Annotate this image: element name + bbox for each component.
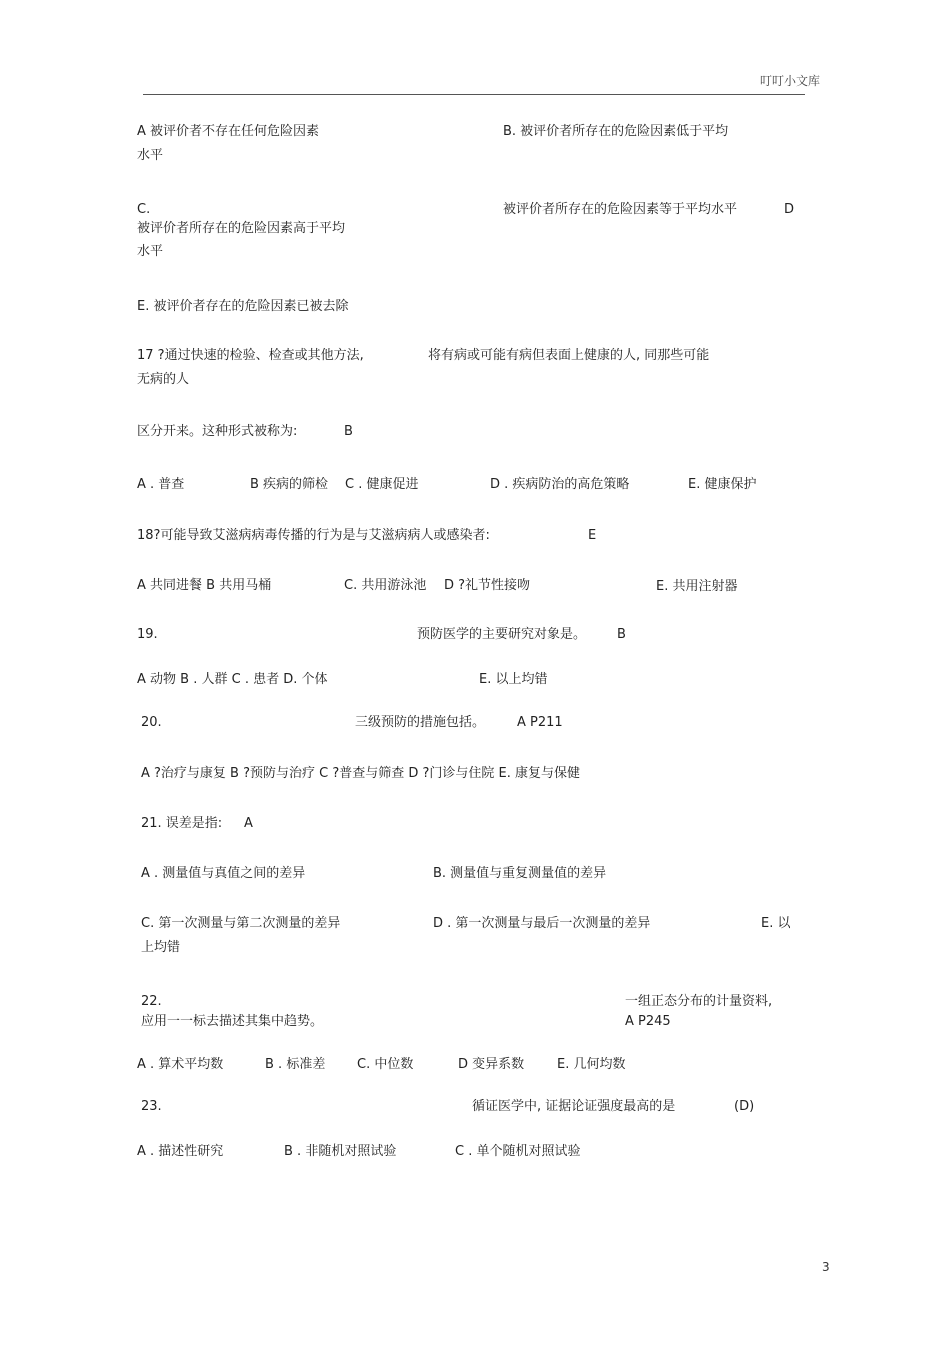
q16-option-c-label: C. xyxy=(137,202,151,217)
page-number: 3 xyxy=(822,1260,830,1274)
q23-option-a: A . 描述性研究 xyxy=(137,1144,224,1159)
q21-option-e-continued: 上均错 xyxy=(141,940,181,955)
q20-number: 20. xyxy=(141,715,162,730)
q23-answer: (D) xyxy=(734,1099,755,1114)
q20-answer: A P211 xyxy=(517,715,563,730)
q18-option-c: C. 共用游泳池 xyxy=(344,578,427,593)
q16-option-a: A 被评价者不存在任何危险因素 xyxy=(137,124,320,139)
q16-option-b-continued: 水平 xyxy=(137,148,164,163)
q23-option-b: B . 非随机对照试验 xyxy=(284,1144,397,1159)
q23-number: 23. xyxy=(141,1099,162,1114)
q21-option-a: A . 测量值与真值之间的差异 xyxy=(141,866,306,881)
q18-question: 18?可能导致艾滋病病毒传播的行为是与艾滋病病人或感染者: xyxy=(137,528,490,543)
q22-answer: A P245 xyxy=(625,1014,671,1029)
q16-option-d-label: D xyxy=(784,202,795,217)
q18-options-ab: A 共同进餐 B 共用马桶 xyxy=(137,578,272,593)
q17-answer: B xyxy=(344,424,353,439)
q17-question-text: 将有病或可能有病但表面上健康的人, 同那些可能 xyxy=(428,348,710,363)
q17-option-e: E. 健康保护 xyxy=(688,477,757,492)
q22-option-b: B . 标准差 xyxy=(265,1057,326,1072)
q19-option-e: E. 以上均错 xyxy=(479,672,548,687)
q18-option-e: E. 共用注射器 xyxy=(656,579,738,594)
q17-question-continued: 无病的人 xyxy=(137,372,190,387)
q16-option-c-text: 被评价者所存在的危险因素等于平均水平 xyxy=(503,202,738,217)
q22-question: 一组正态分布的计量资料, xyxy=(625,994,773,1009)
q22-option-e: E. 几何均数 xyxy=(557,1057,626,1072)
q17-question: 17 ?通过快速的检验、检查或其他方法, xyxy=(137,348,364,363)
q22-option-d: D 变异系数 xyxy=(458,1057,525,1072)
q21-question: 21. 误差是指: xyxy=(141,816,223,831)
q21-option-d: D . 第一次测量与最后一次测量的差异 xyxy=(433,916,651,931)
q22-option-a: A . 算术平均数 xyxy=(137,1057,224,1072)
q17-option-b: B 疾病的筛检 xyxy=(250,477,329,492)
header-divider xyxy=(143,94,805,95)
q16-option-e: E. 被评价者存在的危险因素已被去除 xyxy=(137,299,349,314)
q22-option-c: C. 中位数 xyxy=(357,1057,414,1072)
q18-option-d: D ?礼节性接吻 xyxy=(444,578,531,593)
q22-number: 22. xyxy=(141,994,162,1009)
q20-question: 三级预防的措施包括。 xyxy=(355,715,486,730)
q19-number: 19. xyxy=(137,627,158,642)
q17-question-line2: 区分开来。这种形式被称为: xyxy=(137,424,298,439)
q18-answer: E xyxy=(588,528,597,543)
q21-answer: A xyxy=(244,816,253,831)
q21-option-b: B. 测量值与重复测量值的差异 xyxy=(433,866,607,881)
q17-option-c: C . 健康促进 xyxy=(345,477,419,492)
q16-option-d-text: 被评价者所存在的危险因素高于平均 xyxy=(137,221,346,236)
q16-option-b: B. 被评价者所存在的危险因素低于平均 xyxy=(503,124,729,139)
q16-option-d-continued: 水平 xyxy=(137,244,164,259)
q23-question: 循证医学中, 证据论证强度最高的是 xyxy=(472,1099,676,1114)
header-brand: 叮叮小文库 xyxy=(760,74,821,88)
q19-question: 预防医学的主要研究对象是。 xyxy=(417,627,587,642)
q17-option-a: A . 普查 xyxy=(137,477,185,492)
q20-options: A ?治疗与康复 B ?预防与治疗 C ?普查与筛查 D ?门诊与住院 E. 康复与保健 xyxy=(141,766,581,781)
q17-option-d: D . 疾病防治的高危策略 xyxy=(490,477,630,492)
q19-options: A 动物 B . 人群 C . 患者 D. 个体 xyxy=(137,672,328,687)
q23-option-c: C . 单个随机对照试验 xyxy=(455,1144,581,1159)
q21-option-c: C. 第一次测量与第二次测量的差异 xyxy=(141,916,341,931)
q19-answer: B xyxy=(617,627,626,642)
q21-option-e: E. 以 xyxy=(761,916,791,931)
q22-question-continued: 应用一一标去描述其集中趋势。 xyxy=(141,1014,324,1029)
